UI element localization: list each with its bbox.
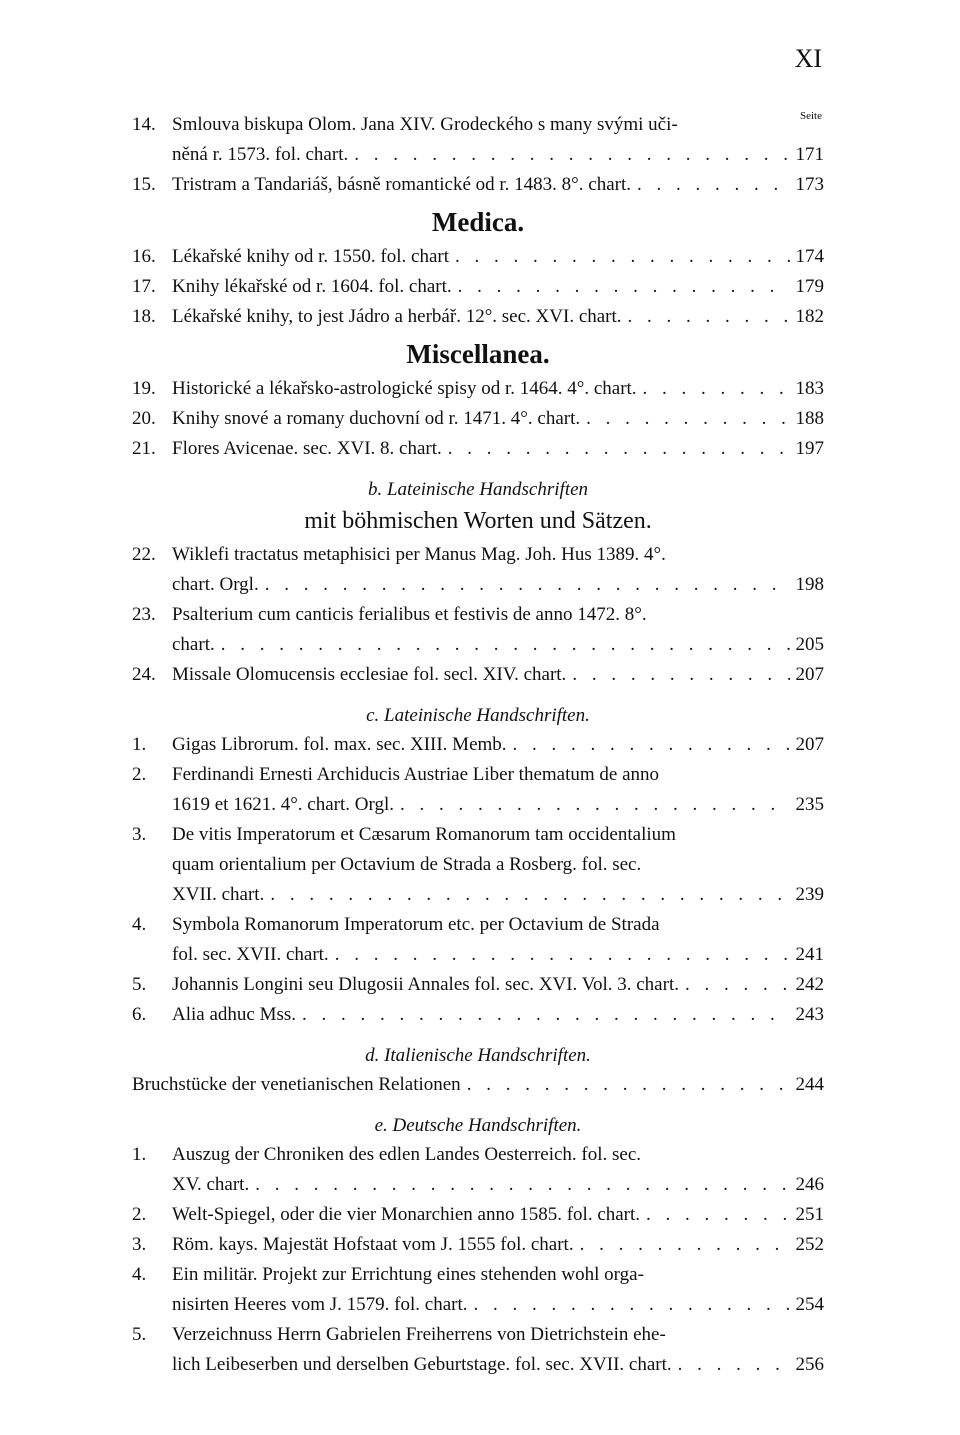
- leader-dots: [455, 242, 789, 272]
- entry-last-line: [172, 880, 824, 910]
- toc-entry: [132, 110, 824, 170]
- entry-page-number: 198: [795, 574, 824, 595]
- entry-page-number: 251: [795, 1204, 824, 1225]
- leader-dots: [400, 790, 789, 820]
- entry-text-line: Gigas Librorum. fol. max. sec. XIII. Memb.: [172, 734, 507, 755]
- entry-text-line: quam orientalium per Octavium de Strada a Rosberg. fol. sec.: [172, 854, 642, 875]
- section-heading-italic: e. Deutsche Handschriften.: [374, 1115, 582, 1136]
- entry-last-line: [172, 940, 824, 970]
- entry-number: 18.: [132, 306, 156, 327]
- entry-number: 22.: [132, 544, 156, 565]
- entry-page-number: 241: [795, 944, 824, 965]
- leader-dots: [628, 302, 790, 332]
- entry-page-number: 179: [795, 276, 824, 297]
- leader-dots: [270, 880, 789, 910]
- entry-text-line: Lékařské knihy od r. 1550. fol. chart: [172, 246, 450, 267]
- entry-number: 2.: [132, 764, 147, 785]
- toc-entry: [132, 1140, 824, 1200]
- table-of-contents: [132, 110, 824, 1380]
- entry-number: 21.: [132, 438, 156, 459]
- entry-page-number: 173: [795, 174, 824, 195]
- toc-entry: [132, 272, 824, 302]
- entry-number: 20.: [132, 408, 156, 429]
- leader-dots: [448, 434, 790, 464]
- entry-text-line: Missale Olomucensis ecclesiae fol. secl. XIV. chart.: [172, 664, 567, 685]
- toc-entry: [132, 910, 824, 970]
- entry-last-line: [172, 1230, 824, 1260]
- toc-entry: [132, 374, 824, 404]
- entry-text-line: nisirten Heeres vom J. 1579. fol. chart.: [172, 1294, 468, 1315]
- entry-text-line: chart.: [172, 634, 215, 655]
- entry-text-line: Knihy lékařské od r. 1604. fol. chart.: [172, 276, 452, 297]
- toc-entry: [132, 1260, 824, 1320]
- entry-number: 3.: [132, 824, 147, 845]
- toc-entry: [132, 242, 824, 272]
- entry-text-line: Psalterium cum canticis ferialibus et festivis de anno 1472. 8°.: [172, 604, 647, 625]
- entry-last-line: [172, 660, 824, 690]
- entry-text-line: Lékařské knihy, to jest Jádro a herbář. 12°. sec. XVI. chart.: [172, 306, 622, 327]
- entry-text-line: De vitis Imperatorum et Cæsarum Romanorum tam occidentalium: [172, 824, 676, 845]
- entry-last-line: [172, 1200, 824, 1230]
- leader-dots: [678, 1350, 790, 1380]
- entry-number: 5.: [132, 974, 147, 995]
- leader-dots: [354, 140, 789, 170]
- entry-number: 16.: [132, 246, 156, 267]
- entry-text-line: lich Leibeserben und derselben Geburtstage. fol. sec. XVII. chart.: [172, 1354, 672, 1375]
- entry-page-number: 205: [795, 634, 824, 655]
- toc-entry: [132, 1230, 824, 1260]
- toc-entry: [132, 1200, 824, 1230]
- entry-page-number: 242: [795, 974, 824, 995]
- entry-page-number: 207: [795, 734, 824, 755]
- entry-last-line: [172, 1170, 824, 1200]
- entry-number: 4.: [132, 914, 147, 935]
- entry-number: 23.: [132, 604, 156, 625]
- leader-dots: [265, 570, 790, 600]
- entry-text-line: XV. chart.: [172, 1174, 250, 1195]
- entry-text-line: Wiklefi tractatus metaphisici per Manus Mag. Joh. Hus 1389. 4°.: [172, 544, 666, 565]
- entry-page-number: 183: [795, 378, 824, 399]
- toc-entry: [132, 1070, 824, 1100]
- entry-number: 1.: [132, 1144, 147, 1165]
- entry-text-line: Historické a lékařsko-astrologické spisy od r. 1464. 4°. chart.: [172, 378, 637, 399]
- leader-dots: [580, 1230, 790, 1260]
- entry-text-line: fol. sec. XVII. chart.: [172, 944, 329, 965]
- entry-text-line: Alia adhuc Mss.: [172, 1004, 297, 1025]
- leader-dots: [473, 1290, 789, 1320]
- toc-entry: [132, 760, 824, 820]
- entry-number: 1.: [132, 734, 147, 755]
- entry-text-line: něná r. 1573. fol. chart.: [172, 144, 349, 165]
- entry-text-line: Knihy snové a romany duchovní od r. 1471. 4°. chart.: [172, 408, 581, 429]
- entry-last-line: [172, 1290, 824, 1320]
- page-number: XI: [794, 44, 822, 73]
- entry-number: 15.: [132, 174, 156, 195]
- entry-last-line: [172, 570, 824, 600]
- entry-last-line: [172, 434, 824, 464]
- leader-dots: [586, 404, 789, 434]
- leader-dots: [255, 1170, 789, 1200]
- entry-page-number: 235: [795, 794, 824, 815]
- entry-page-number: 252: [795, 1234, 824, 1255]
- entry-last-line: [172, 730, 824, 760]
- entry-page-number: 207: [795, 664, 824, 685]
- entry-last-line: [172, 1350, 824, 1380]
- entry-text-line: Auszug der Chroniken des edlen Landes Oesterreich. fol. sec.: [172, 1144, 642, 1165]
- leader-dots: [572, 660, 789, 690]
- entry-last-line: [132, 1070, 824, 1100]
- entry-number: 3.: [132, 1234, 147, 1255]
- entry-number: 5.: [132, 1324, 147, 1345]
- toc-entry: [132, 970, 824, 1000]
- entry-last-line: [172, 242, 824, 272]
- entry-last-line: [172, 1000, 824, 1030]
- entry-text-line: 1619 et 1621. 4°. chart. Orgl.: [172, 794, 395, 815]
- entry-page-number: 171: [795, 144, 824, 165]
- leader-dots: [643, 374, 790, 404]
- section-heading: Miscellanea.: [406, 339, 550, 369]
- leader-dots: [646, 1200, 789, 1230]
- entry-text-line: XVII. chart.: [172, 884, 265, 905]
- section-heading-italic: b. Lateinische Handschriften: [367, 479, 589, 500]
- entry-page-number: 254: [795, 1294, 824, 1315]
- entry-text-line: Bruchstücke der venetianischen Relationen: [132, 1074, 461, 1095]
- leader-dots: [685, 970, 790, 1000]
- toc-entry: [132, 540, 824, 600]
- entry-text-line: Welt-Spiegel, oder die vier Monarchien anno 1585. fol. chart.: [172, 1204, 641, 1225]
- toc-entry: [132, 404, 824, 434]
- section-heading-italic: d. Italienische Handschriften.: [365, 1045, 591, 1066]
- toc-entry: [132, 1320, 824, 1380]
- entry-last-line: [172, 140, 824, 170]
- seite-label: Seite: [800, 110, 822, 122]
- entry-page-number: 243: [795, 1004, 824, 1025]
- entry-page-number: 197: [795, 438, 824, 459]
- entry-text-line: chart. Orgl.: [172, 574, 259, 595]
- entry-number: 14.: [132, 114, 156, 135]
- entry-text-line: Tristram a Tandariáš, básně romantické od r. 1483. 8°. chart.: [172, 174, 631, 195]
- entry-last-line: [172, 302, 824, 332]
- section-heading: Medica.: [431, 207, 525, 237]
- leader-dots: [637, 170, 790, 200]
- entry-text-line: Symbola Romanorum Imperatorum etc. per Octavium de Strada: [172, 914, 660, 935]
- entry-number: 2.: [132, 1204, 147, 1225]
- entry-text-line: Johannis Longini seu Dlugosii Annales fol. sec. XVI. Vol. 3. chart.: [172, 974, 679, 995]
- section-subheading: mit böhmischen Worten und Sätzen.: [304, 508, 652, 534]
- entry-page-number: 244: [795, 1074, 824, 1095]
- entry-text-line: Verzeichnuss Herrn Gabrielen Freiherrens von Dietrichstein ehe-: [172, 1324, 666, 1345]
- entry-number: 19.: [132, 378, 156, 399]
- toc-entry: [132, 302, 824, 332]
- entry-text-line: Flores Avicenae. sec. XVI. 8. chart.: [172, 438, 442, 459]
- entry-last-line: [172, 970, 824, 1000]
- toc-entry: [132, 600, 824, 660]
- section-heading-italic: c. Lateinische Handschriften.: [366, 705, 590, 726]
- entry-page-number: 174: [795, 246, 824, 267]
- entry-page-number: 256: [795, 1354, 824, 1375]
- entry-last-line: [172, 374, 824, 404]
- entry-number: 24.: [132, 664, 156, 685]
- leader-dots: [513, 730, 790, 760]
- entry-number: 17.: [132, 276, 156, 297]
- entry-last-line: [172, 790, 824, 820]
- leader-dots: [467, 1070, 790, 1100]
- entry-page-number: 239: [795, 884, 824, 905]
- entry-last-line: [172, 170, 824, 200]
- toc-entry: [132, 1000, 824, 1030]
- entry-last-line: [172, 630, 824, 660]
- entry-text-line: Smlouva biskupa Olom. Jana XIV. Grodeckého s many svými uči-: [172, 114, 678, 135]
- leader-dots: [221, 630, 790, 660]
- toc-entry: [132, 434, 824, 464]
- toc-entry: [132, 170, 824, 200]
- entry-page-number: 188: [795, 408, 824, 429]
- entry-last-line: [172, 272, 824, 302]
- entry-text-line: Röm. kays. Majestät Hofstaat vom J. 1555 fol. chart.: [172, 1234, 574, 1255]
- toc-entry: [132, 820, 824, 910]
- entry-page-number: 182: [795, 306, 824, 327]
- entry-text-line: Ferdinandi Ernesti Archiducis Austriae Liber thematum de anno: [172, 764, 660, 785]
- entry-page-number: 246: [795, 1174, 824, 1195]
- toc-entry: [132, 730, 824, 760]
- toc-entry: [132, 660, 824, 690]
- entry-number: 6.: [132, 1004, 147, 1025]
- entry-number: 4.: [132, 1264, 147, 1285]
- leader-dots: [302, 1000, 789, 1030]
- leader-dots: [335, 940, 790, 970]
- entry-text-line: Ein militär. Projekt zur Errichtung eines stehenden wohl orga-: [172, 1264, 644, 1285]
- leader-dots: [458, 272, 790, 302]
- entry-last-line: [172, 404, 824, 434]
